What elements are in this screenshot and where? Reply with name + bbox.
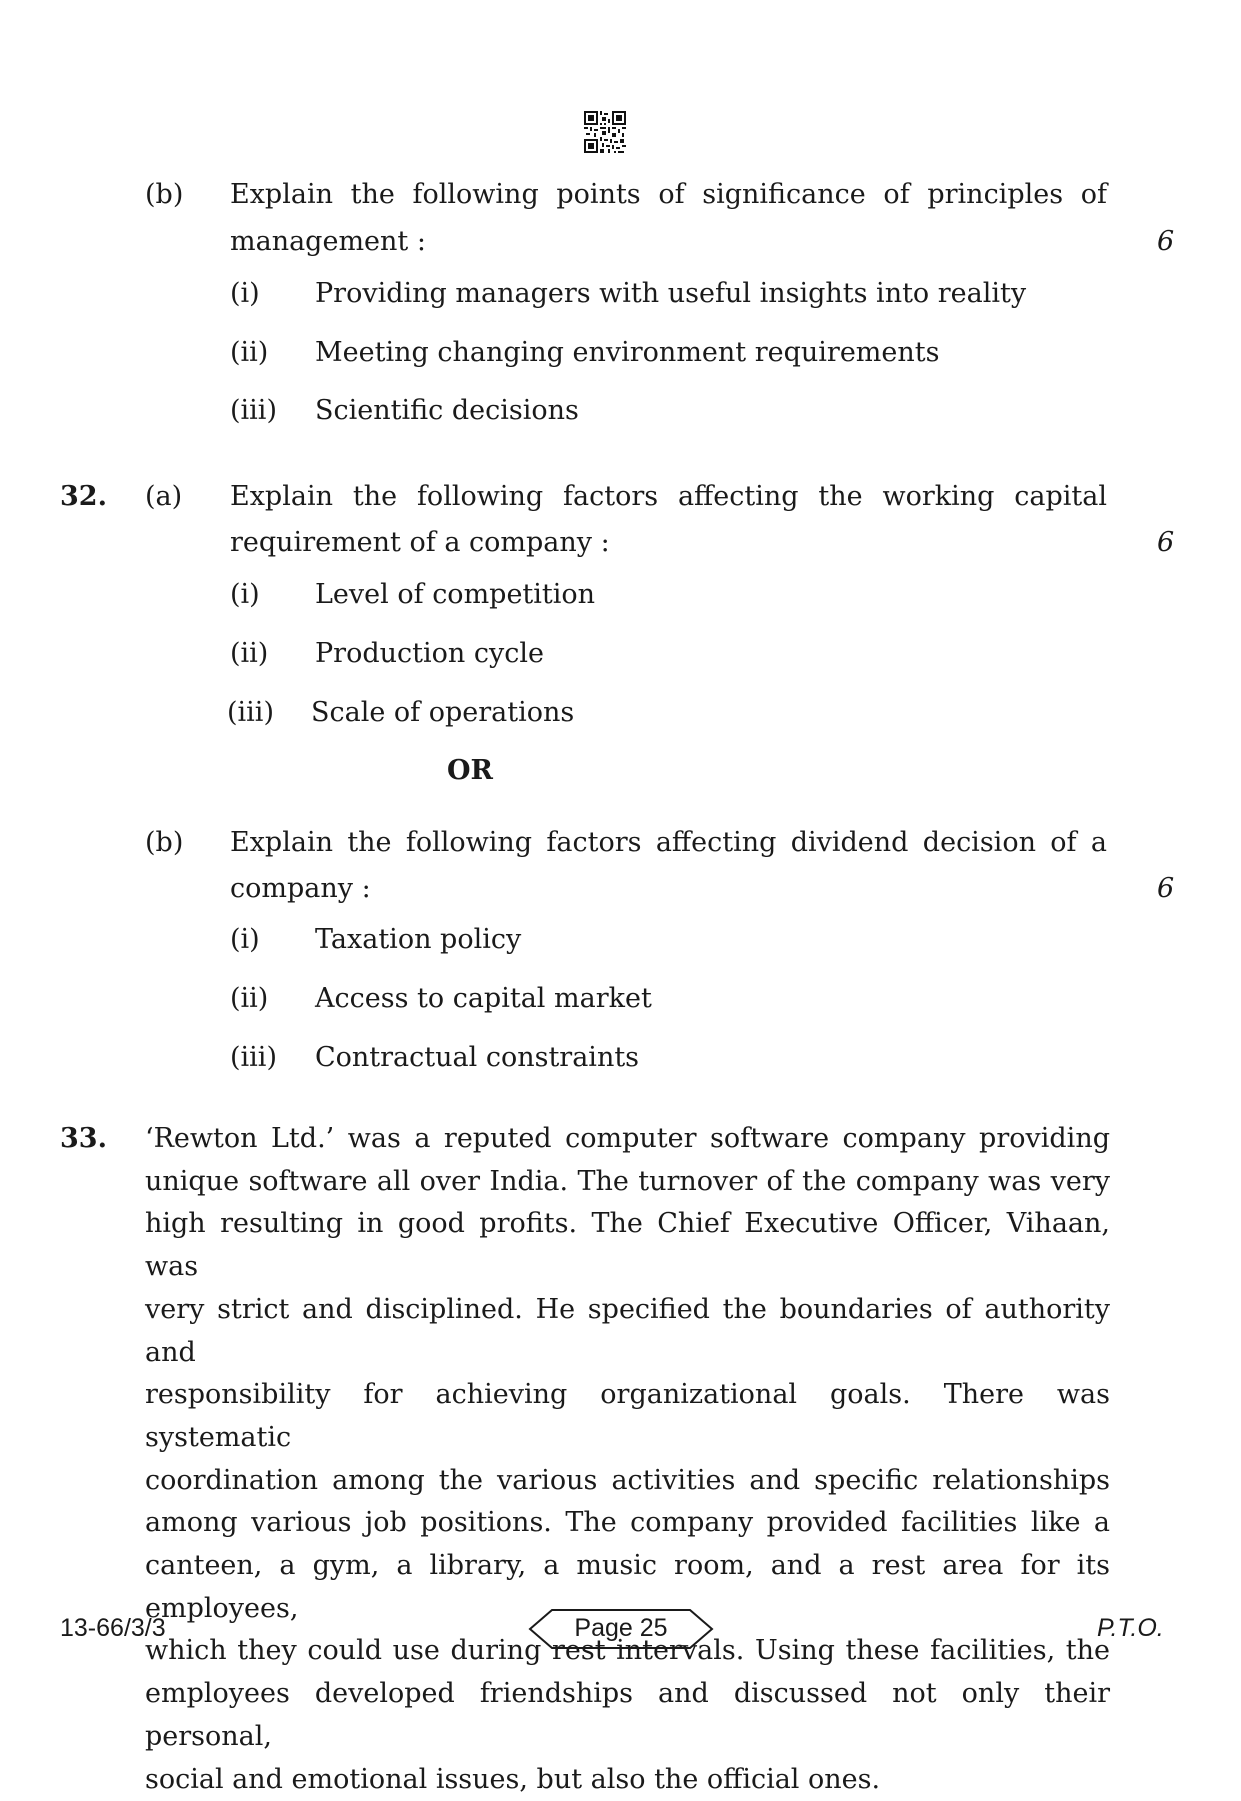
q31b-prompt-line2: management : (230, 226, 426, 257)
q32b-marks: 6 (1157, 873, 1175, 904)
q33-line: which they could use during rest intervals. Using these facilities, the (145, 1635, 1110, 1667)
q33-line: unique software all over India. The turnover of the company was very (145, 1165, 1110, 1197)
q31b-label: (b) (145, 179, 184, 210)
q32a-item-2-text: Production cycle (315, 638, 544, 669)
q32b-item-2-num: (ii) (230, 983, 269, 1014)
q31b-prompt-line1: Explain the following points of significance of principles of (230, 179, 1107, 210)
q32a-label: (a) (145, 481, 183, 512)
page-number: Page 25 (574, 1614, 668, 1642)
q31b-marks: 6 (1157, 226, 1175, 257)
q32a-item-1-num: (i) (230, 579, 260, 610)
paper-code: 13-66/3/3 (60, 1614, 166, 1642)
q32a-prompt-line2: requirement of a company : (230, 527, 610, 558)
q32b-prompt-line2: company : (230, 873, 371, 904)
q32b-item-3-text: Contractual constraints (315, 1042, 640, 1073)
q33-line: responsibility for achieving organizational goals. There was systematic (145, 1379, 1110, 1453)
q32a-prompt-line1: Explain the following factors affecting the working capital (230, 481, 1107, 512)
q33-line: high resulting in good profits. The Chief Executive Officer, Vihaan, was (145, 1208, 1110, 1283)
q33-line: canteen, a gym, a library, a music room, and a rest area for its employees, (145, 1550, 1110, 1624)
q32a-item-3-num: (iii) (227, 697, 274, 728)
pto-label: P.T.O. (1097, 1614, 1164, 1642)
q32a-item-1-text: Level of competition (315, 579, 596, 610)
q33-line: employees developed friendships and discussed not only their personal, (145, 1678, 1110, 1752)
q31b-item-1-text: Providing managers with useful insights into reality (315, 278, 1027, 309)
q32-number: 32. (60, 481, 107, 512)
q33-line: among various job positions. The company provided facilities like a (145, 1507, 1110, 1539)
q32b-prompt-line1: Explain the following factors affecting dividend decision of a (230, 827, 1107, 858)
or-separator: OR (447, 755, 493, 786)
q33-line: coordination among the various activities and specific relationships (145, 1464, 1110, 1496)
q32a-item-2-num: (ii) (230, 638, 269, 669)
q32a-item-3-text: Scale of operations (311, 697, 575, 728)
q32b-item-2-text: Access to capital market (315, 983, 652, 1014)
q31b-item-2-num: (ii) (230, 337, 269, 368)
q32b-item-1-text: Taxation policy (315, 924, 522, 955)
q33-line: ‘Rewton Ltd.’ was a reputed computer software company providing (145, 1123, 1110, 1154)
q31b-item-3-text: Scientific decisions (315, 395, 579, 426)
q32b-label: (b) (145, 827, 184, 858)
q33-line: very strict and disciplined. He specified the boundaries of authority and (145, 1293, 1110, 1368)
q32b-item-1-num: (i) (230, 924, 260, 955)
q33-passage (145, 1118, 1110, 1801)
q33-line: social and emotional issues, but also the official ones. (145, 1763, 881, 1795)
q31b-item-3-num: (iii) (230, 395, 277, 426)
q32b-item-3-num: (iii) (230, 1042, 277, 1073)
q32a-marks: 6 (1157, 527, 1175, 558)
q31b-item-2-text: Meeting changing environment requirements (315, 337, 940, 368)
q33-number: 33. (60, 1123, 107, 1154)
qr-code-icon (584, 111, 626, 153)
q31b-item-1-num: (i) (230, 278, 260, 309)
